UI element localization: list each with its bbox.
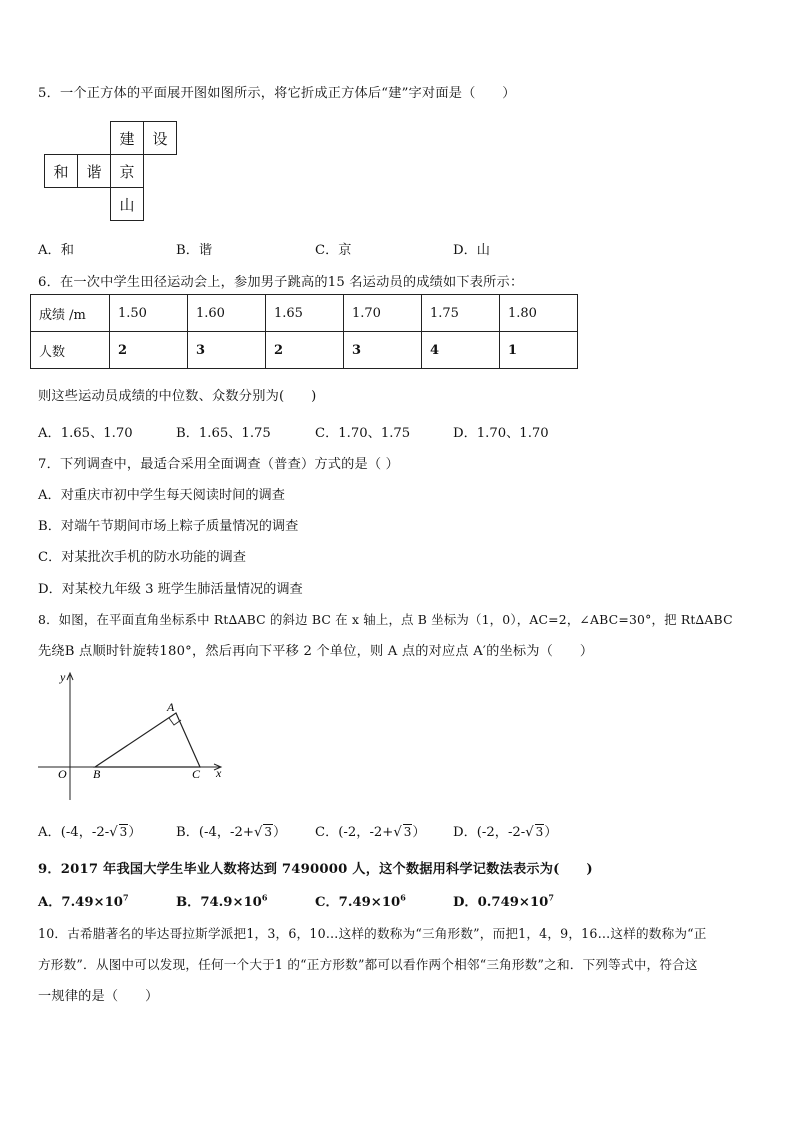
table-cell: 3 (344, 332, 422, 369)
table-head-count: 人数 (31, 332, 110, 369)
option-text: ） (412, 825, 426, 840)
net-cell-xie: 谐 (77, 154, 111, 188)
q9-option-a (38, 891, 129, 910)
q5-option-d: D．山 (453, 243, 490, 258)
q7-option-b: B．对端午节期间市场上粽子质量情况的调查 (38, 519, 299, 534)
table-cell: 1 (500, 332, 578, 369)
q8-option-d (453, 821, 557, 840)
net-cell-jian: 建 (110, 121, 144, 155)
table-head-score: 成绩 /m (31, 295, 110, 332)
q10-stem-line1: 10．古希腊著名的毕达哥拉斯学派把1，3，6，10…这样的数称为“三角形数”，而把1，4，9，16…这样的数称为“正 (38, 926, 707, 941)
table-cell: 2 (266, 332, 344, 369)
q5-option-a: A．和 (38, 243, 74, 258)
sqrt-symbol: √ 3 (393, 825, 412, 840)
table-cell: 2 (110, 332, 188, 369)
q6-option-c: C．1.70、1.75 (315, 426, 411, 441)
radicand: 3 (535, 825, 544, 839)
q6-stem: 6．在一次中学生田径运动会上，参加男子跳高的15 名运动员的成绩如下表所示： (38, 275, 524, 290)
net-cell-he: 和 (44, 154, 78, 188)
q7-option-c: C．对某批次手机的防水功能的调查 (38, 550, 246, 565)
q8-stem-line1: 8．如图，在平面直角坐标系中 Rt∆ABC 的斜边 BC 在 x 轴上，点 B 坐标为（1，0），AC=2，∠ABC=30°，把 Rt∆ABC (38, 612, 733, 627)
option-text: B．(-4，-2+ (176, 825, 254, 840)
q6-after-text: 则这些运动员成绩的中位数、众数分别为( ) (38, 389, 317, 404)
label-y: y (60, 670, 66, 684)
table-cell: 1.60 (188, 295, 266, 332)
q6-option-d: D．1.70、1.70 (453, 426, 549, 441)
table-cell: 3 (188, 332, 266, 369)
q7-option-d: D．对某校九年级 3 班学生肺活量情况的调查 (38, 582, 303, 597)
net-cell-jing: 京 (110, 154, 144, 188)
label-c: C (192, 767, 201, 781)
radicand: 3 (119, 825, 128, 839)
triangle-abc (95, 713, 200, 767)
q9-option-d (453, 891, 554, 910)
q7-option-a: A．对重庆市初中学生每天阅读时间的调查 (38, 488, 285, 503)
table-row (31, 295, 578, 332)
q5-stem: 5．一个正方体的平面展开图如图所示，将它折成正方体后“建”字对面是（ ） (38, 86, 516, 101)
table-cell: 4 (422, 332, 500, 369)
label-o: O (58, 767, 67, 781)
table-cell: 1.70 (344, 295, 422, 332)
exponent: 7 (122, 892, 129, 903)
option-text: D．(-2，-2- (453, 825, 526, 840)
label-b: B (93, 767, 101, 781)
table-cell: 1.80 (500, 295, 578, 332)
q10-stem-line2: 方形数”．从图中可以发现，任何一个大于1 的“正方形数”都可以看作两个相邻“三角形数”之和．下列等式中，符合这 (38, 957, 698, 972)
scores-table (30, 294, 578, 369)
q9-option-c (315, 891, 406, 910)
exponent: 6 (400, 892, 406, 903)
q7-stem: 7．下列调查中，最适合采用全面调查（普查）方式的是（ ） (38, 457, 400, 472)
option-text: A．7.49×10 (38, 895, 123, 910)
q5-option-c: C．京 (315, 243, 352, 258)
q8-option-b (176, 821, 286, 840)
table-cell: 1.50 (110, 295, 188, 332)
q6-option-b: B．1.65、1.75 (176, 426, 271, 441)
exponent: 7 (548, 892, 554, 903)
option-text: C．7.49×10 (315, 895, 401, 910)
sqrt-symbol: √ 3 (109, 825, 128, 840)
q10-stem-line3: 一规律的是（ ） (38, 989, 159, 1004)
exponent: 6 (261, 892, 268, 903)
option-text: ） (273, 825, 287, 840)
option-text: C．(-2，-2+ (315, 825, 394, 840)
q5-option-b: B．谐 (176, 243, 213, 258)
table-row (31, 332, 578, 369)
q6-option-a: A．1.65、1.70 (38, 426, 133, 441)
sqrt-symbol: √ 3 (525, 825, 544, 840)
coordinate-figure (30, 665, 230, 805)
radicand: 3 (264, 825, 272, 839)
option-text: B．74.9×10 (176, 895, 262, 910)
option-text: ） (128, 825, 142, 840)
net-cell-she: 设 (143, 121, 177, 155)
q8-stem-line2: 先绕B 点顺时针旋转180°，然后再向下平移 2 个单位，则 A 点的对应点 A′的坐标为（ ） (38, 644, 594, 659)
label-a: A (167, 700, 175, 714)
net-cell-shan: 山 (110, 187, 144, 221)
q9-option-b (176, 891, 267, 910)
table-cell: 1.65 (266, 295, 344, 332)
radicand: 3 (403, 825, 412, 839)
label-x: x (216, 766, 222, 780)
option-text: ） (544, 825, 558, 840)
q9-stem: 9．2017 年我国大学生毕业人数将达到 7490000 人，这个数据用科学记数法表示为( ) (38, 862, 593, 877)
table-cell: 1.75 (422, 295, 500, 332)
option-text: D．0.749×10 (453, 895, 549, 910)
q8-option-a (38, 821, 141, 840)
option-text: A．(-4，-2- (38, 825, 110, 840)
q8-option-c (315, 821, 426, 840)
sqrt-symbol: √ 3 (253, 825, 272, 840)
